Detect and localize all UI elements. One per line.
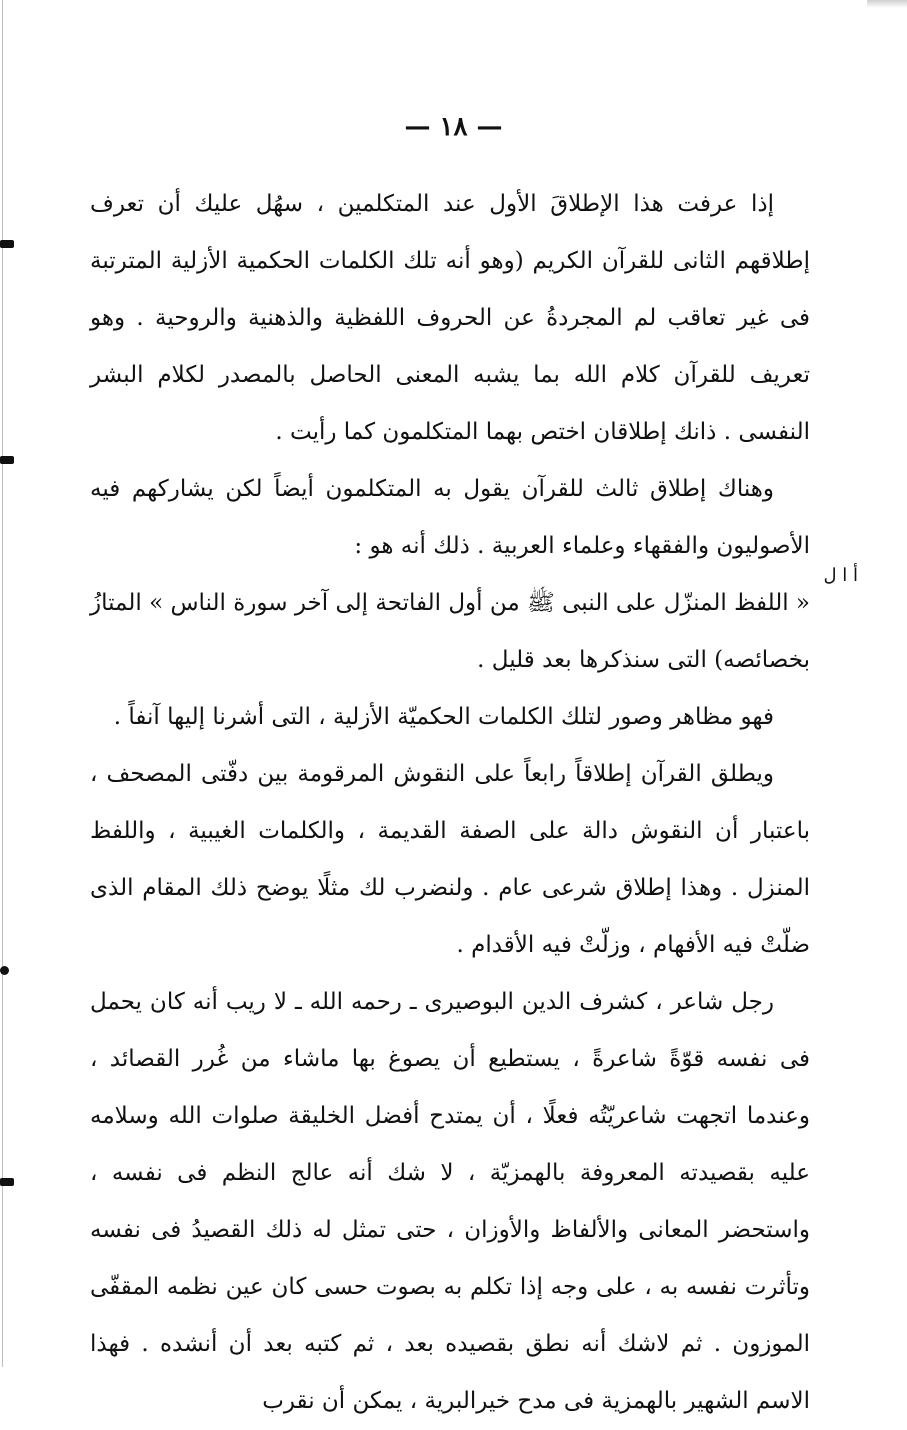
- edge-mark: [0, 1178, 14, 1186]
- paragraph: إذا عرفت هذا الإطلاقَ الأول عند المتكلمين ، سهُل عليك أن تعرف إطلاقهم الثانى للقرآن الكريم (وهو أنه تلك الكلمات الحكمية الأزلية المترتبة فى غير تعاقب لم المجردةُ عن الحروف اللفظية والذهنية والروحية . وهو تعريف للقرآن كلام الله بما يشبه المعنى الحاصل بالمصدر لكلام البشر النفسى . ذانك إطلاقان اختص بهما المتكلمون كما رأيت .: [90, 191, 810, 445]
- paragraph: فهو مظاهر وصور لتلك الكلمات الحكميّة الأزلية ، التى أشرنا إليها آنفاً .: [113, 704, 774, 730]
- margin-note: أ ا ل: [823, 565, 858, 586]
- edge-mark: [0, 456, 14, 464]
- scan-shadow: [867, 0, 907, 8]
- quoted-definition: « اللفظ المنزّل على النبى ﷺ من أول الفاتحة إلى آخر سورة الناس » المتازُ بخصائصه) التى سنذكرها بعد قليل .: [90, 590, 810, 673]
- edge-mark: [0, 240, 14, 248]
- paragraph: رجل شاعر ، كشرف الدين البوصيرى ـ رحمه الله ـ لا ريب أنه كان يحمل فى نفسه قوّةً شاعرةً ، يستطيع أن يصوغ بها ماشاء من غُرر القصائد ، وعندما اتجهت شاعريّتُه فعلًا ، أن يمتدح أفضل الخليقة صلوات الله وسلامه عليه بقصيدته المعروفة بالهمزيّة ، لا شك أنه عالج النظم فى نفسه ، واستحضر المعانى والألفاظ والأوزان ، حتى تمثل له ذلك القصيدُ فى نفسه وتأثرت نفسه به ، على وجه إذا تكلم به بصوت حسى كان عين نظمه المقفّى الموزون . ثم لاشك أنه نطق بقصيده بعد ، ثم كتبه بعد أن أنشده . فهذا الاسم الشهير بالهمزية فى مدح خيرالبرية ، يمكن أن نقرب: [90, 989, 810, 1414]
- page-number: — ١٨ —: [404, 112, 503, 142]
- paragraph: ويطلق القرآن إطلاقاً رابعاً على النقوش المرقومة بين دفّتى المصحف ، باعتبار أن النقوش دالة على الصفة القديمة ، والكلمات الغيبية ، واللفظ المنزل . وهذا إطلاق شرعى عام . ولنضرب لك مثلًا يوضح ذلك المقام الذى ضلّتْ فيه الأفهام ، وزلّتْ فيه الأقدام .: [90, 761, 810, 958]
- paragraph: وهناك إطلاق ثالث للقرآن يقول به المتكلمون أيضاً لكن يشاركهم فيه الأصوليون والفقهاء وعلماء العربية . ذلك أنه هو :: [90, 476, 810, 559]
- edge-mark: [0, 966, 9, 975]
- body-text: [90, 176, 810, 1430]
- binding-edge: [2, 0, 3, 1367]
